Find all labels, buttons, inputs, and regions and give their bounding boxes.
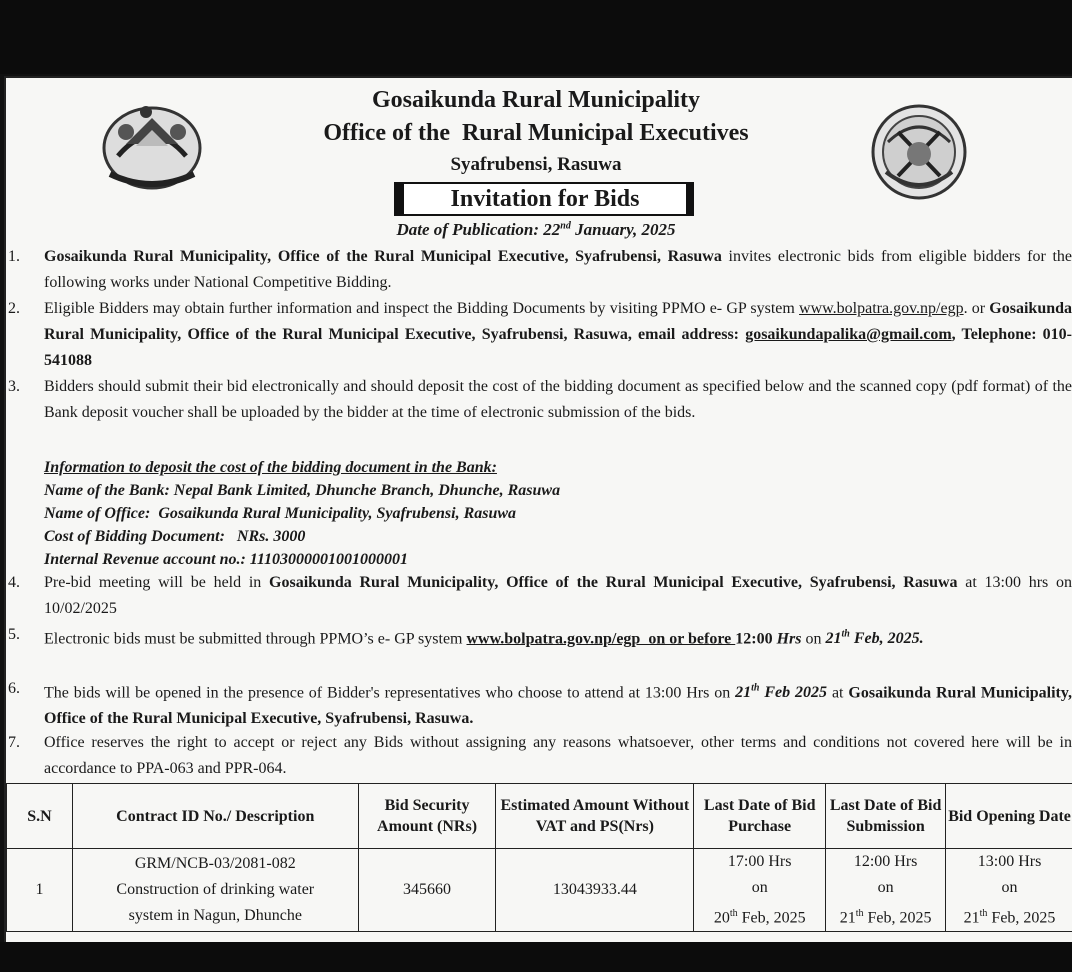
col-header-last-submission: Last Date of Bid Submission	[826, 784, 946, 849]
bank-name: Name of the Bank: Nepal Bank Limited, Dhunche Branch, Dhunche, Rasuwa	[44, 482, 561, 499]
clause-2: 2. Eligible Bidders may obtain further information and inspect the Bidding Documents by visiting PPMO e- GP system www.bolpatra.gov.np/egp. or Gosaikunda Rural Municipality, Office of the Rural Municipal Executive, Syafrubensi, Rasuwa, email address: gosaikundapalika@gmail.com, Telephone: 010-541088	[8, 300, 1072, 369]
municipality-seal-icon	[868, 102, 970, 202]
clause-7: 7. Office reserves the right to accept or reject any Bids without assigning any reasons whatsoever, other terms and conditions not covered here will be in accordance to PPA-063 and PPR-064.	[8, 734, 1072, 777]
cell-last-purchase: 17:00 Hrs on 20th Feb, 2025	[694, 849, 826, 932]
location: Syafrubensi, Rasuwa	[450, 154, 622, 175]
col-header-opening: Bid Opening Date	[946, 784, 1072, 849]
cell-bid-security: 345660	[358, 849, 496, 932]
municipality-name: Gosaikunda Rural Municipality	[371, 87, 701, 113]
col-header-estimated-amount: Estimated Amount Without VAT and PS(Nrs)	[496, 784, 694, 849]
cell-opening: 13:00 Hrs on 21th Feb, 2025	[946, 849, 1072, 932]
top-black-bar	[0, 0, 1072, 74]
email-link[interactable]: gosaikundapalika@gmail.com	[745, 326, 952, 343]
bottom-black-bar	[0, 942, 1072, 972]
bank-info-heading: Information to deposit the cost of the bidding document in the Bank:	[44, 459, 497, 476]
col-header-description: Contract ID No./ Description	[72, 784, 358, 849]
bid-table	[6, 783, 1072, 932]
egp-link[interactable]: www.bolpatra.gov.np/egp	[799, 300, 964, 317]
clause-4: 4. Pre-bid meeting will be held in Gosaikunda Rural Municipality, Office of the Rural Municipal Executive, Syafrubensi, Rasuwa at 13:00 hrs on 10/02/2025	[8, 574, 1072, 617]
bid-document-cost: Cost of Bidding Document: NRs. 3000	[44, 528, 306, 545]
cell-estimated-amount: 13043933.44	[496, 849, 694, 932]
clause-3: 3. Bidders should submit their bid electronically and should deposit the cost of the bidding document as specified below and the scanned copy (pdf format) of the Bank deposit voucher shall be uploaded by the bidder at the time of electronic submission of the bids.	[8, 378, 1072, 421]
clause-1: 1. Gosaikunda Rural Municipality, Office of the Rural Municipal Executive, Syafrubensi, Rasuwa invites electronic bids from eligible bidders for the following works under National Competitive Bidding.	[8, 248, 1072, 291]
office-name-bank: Name of Office: Gosaikunda Rural Municipality, Syafrubensi, Rasuwa	[44, 505, 517, 522]
table-row	[7, 849, 1072, 932]
cell-sn: 1	[7, 849, 73, 932]
revenue-account: Internal Revenue account no.: 11103000001001000001	[44, 551, 409, 568]
col-header-bid-security: Bid Security Amount (NRs)	[358, 784, 496, 849]
col-header-last-purchase: Last Date of Bid Purchase	[694, 784, 826, 849]
cell-description: GRM/NCB-03/2081-082 Construction of drinking water system in Nagun, Dhunche	[72, 849, 358, 932]
table-header-row	[7, 784, 1072, 849]
invitation-title: Invitation for Bids	[394, 182, 694, 216]
col-header-sn: S.N	[7, 784, 73, 849]
egp-link-submit[interactable]: www.bolpatra.gov.np/egp on or before	[466, 630, 736, 648]
cell-last-submission: 12:00 Hrs on 21th Feb, 2025	[826, 849, 946, 932]
publication-date: Date of Publication: 22nd January, 2025	[396, 220, 676, 239]
office-name: Office of the Rural Municipal Executives	[323, 120, 749, 146]
clause-6: 6. The bids will be opened in the presence of Bidder's representatives who choose to attend at 13:00 Hrs on 21th Feb 2025 at Gosaikunda Rural Municipality, Office of the Rural Municipal Executive, Syafrubensi, Rasuwa.	[8, 680, 1072, 728]
clause-5: 5. Electronic bids must be submitted through PPMO’s e- GP system www.bolpatra.gov.np/egp on or before 12:00 Hrs on 21th Feb, 2025.	[8, 626, 924, 648]
